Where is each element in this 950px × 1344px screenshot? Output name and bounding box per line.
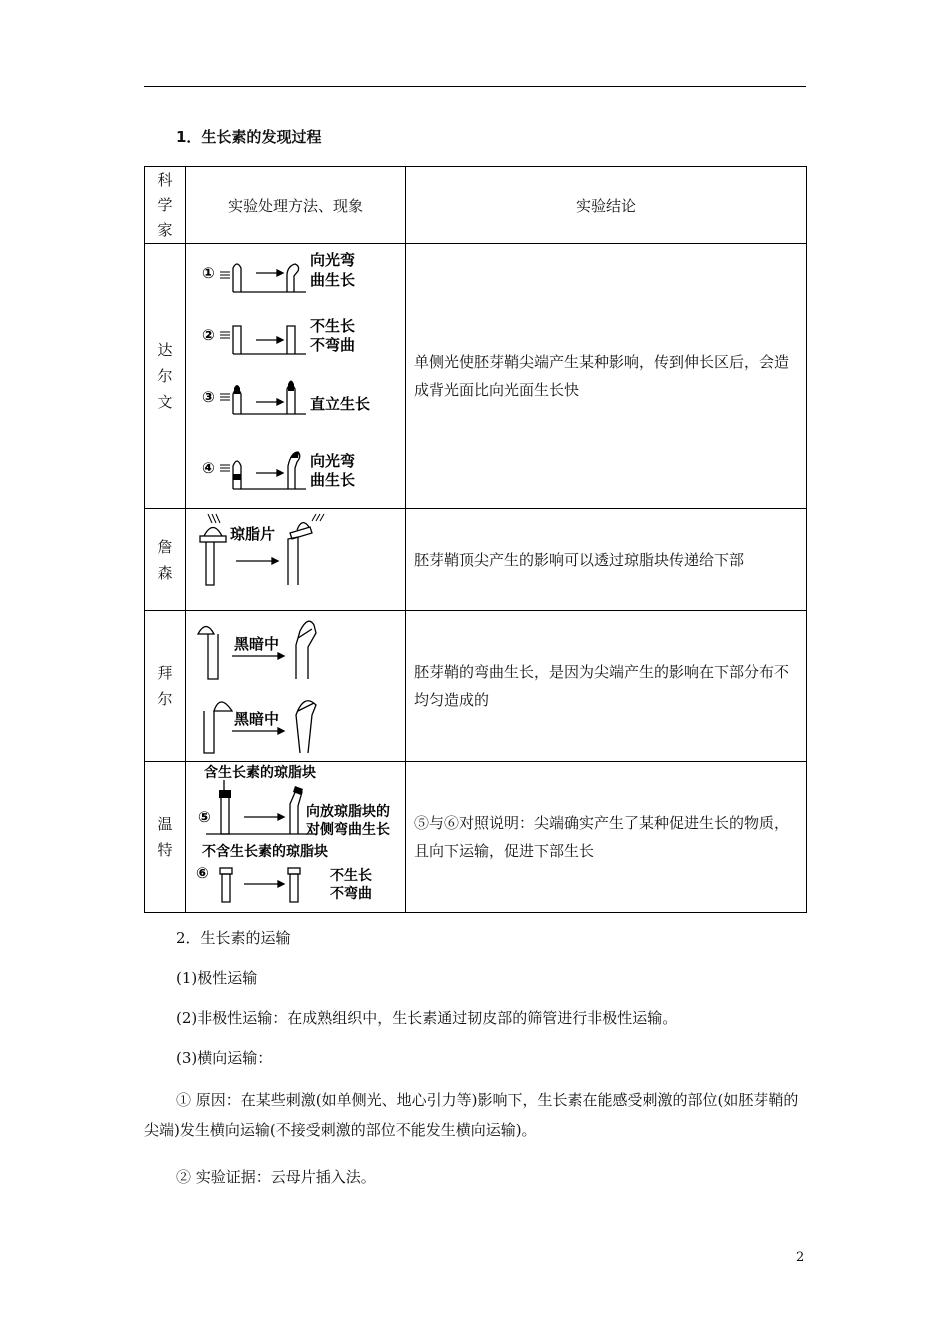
exp3-label: 直立生长 — [310, 395, 371, 413]
exp4-number: ④ — [202, 459, 215, 477]
darwin-diagram — [186, 244, 406, 508]
exp2-number: ② — [202, 326, 215, 344]
conclusion-text: ⑤与⑥对照说明：尖端确实产生了某种促进生长的物质，且向下运输，促进下部生长 — [414, 814, 790, 860]
table-row — [145, 611, 807, 762]
auxin-agar-label: 含生长素的琼脂块 — [204, 765, 316, 781]
header-scientist: 科学家 — [157, 170, 173, 239]
no-auxin-agar-label: 不含生长素的琼脂块 — [202, 844, 328, 860]
dark-label-2: 黑暗中 — [234, 710, 280, 728]
discovery-table — [144, 166, 807, 913]
dark-label-1: 黑暗中 — [234, 635, 280, 653]
scientist-jensen: 詹森 — [157, 537, 173, 582]
conclusion-text: 胚芽鞘顶尖产生的影响可以透过琼脂块传递给下部 — [414, 550, 745, 569]
header-rule — [144, 86, 806, 87]
exp1-label-a: 向光弯 — [310, 251, 356, 269]
page-number: 2 — [796, 1250, 805, 1265]
section1-title: 1．生长素的发现过程 — [176, 128, 322, 146]
darwin-figure — [186, 244, 406, 509]
exp4-label-a: 向光弯 — [310, 452, 356, 470]
lateral-transport: (3)横向运输： — [176, 1049, 273, 1067]
exp1-label-b: 曲生长 — [310, 271, 356, 289]
scientist-darwin: 达尔文 — [157, 341, 173, 411]
table-row — [145, 509, 807, 611]
exp2-label-a: 不生长 — [310, 317, 356, 335]
nonpolar-transport: (2)非极性运输：在成熟组织中，生长素通过韧皮部的筛管进行非极性运输。 — [176, 1009, 678, 1027]
exp1-number: ① — [202, 264, 215, 282]
agar-sheet-label: 琼脂片 — [230, 525, 276, 543]
exp3-number: ③ — [202, 388, 215, 406]
experimental-evidence: ② 实验证据：云母片插入法。 — [176, 1168, 376, 1186]
conclusion-darwin — [406, 244, 807, 509]
conclusion-text: 胚芽鞘的弯曲生长，是因为尖端产生的影响在下部分布不均匀造成的 — [414, 663, 790, 709]
table-header-row — [145, 167, 807, 244]
went-diagram — [186, 762, 406, 912]
table-row — [145, 244, 807, 509]
exp5-number: ⑤ — [198, 808, 211, 826]
went-figure — [186, 762, 406, 913]
exp2-label-b: 不弯曲 — [310, 336, 356, 354]
jensen-diagram — [186, 509, 406, 610]
lateral-reason: ① 原因：在某些刺激(如单侧光、地心引力等)影响下，生长素在能感受刺激的部位(如胚芽鞘的尖端)发生横向运输(不接受刺激的部位不能发生横向运输)。 — [144, 1091, 799, 1139]
exp4-label-b: 曲生长 — [310, 471, 356, 489]
exp5-label-a: 向放琼脂块的 — [306, 804, 390, 820]
polar-transport: (1)极性运输 — [176, 969, 258, 987]
scientist-paal: 拜尔 — [157, 664, 173, 708]
exp5-label-b: 对侧弯曲生长 — [306, 822, 390, 838]
exp6-label-b: 不弯曲 — [330, 886, 372, 902]
paal-figure — [186, 611, 406, 762]
table-row — [145, 762, 807, 913]
section2-title: 2．生长素的运输 — [176, 929, 291, 947]
header-conclusion: 实验结论 — [406, 167, 807, 244]
exp6-label-a: 不生长 — [330, 868, 372, 884]
scientist-went: 温特 — [157, 815, 173, 859]
conclusion-jensen — [406, 509, 807, 611]
header-method: 实验处理方法、现象 — [186, 167, 406, 244]
paal-diagram — [186, 611, 406, 761]
conclusion-paal — [406, 611, 807, 762]
exp6-number: ⑥ — [196, 864, 209, 882]
conclusion-text: 单侧光使胚芽鞘尖端产生某种影响，传到伸长区后，会造成背光面比向光面生长快 — [414, 353, 790, 399]
jensen-figure — [186, 509, 406, 611]
conclusion-went — [406, 762, 807, 913]
